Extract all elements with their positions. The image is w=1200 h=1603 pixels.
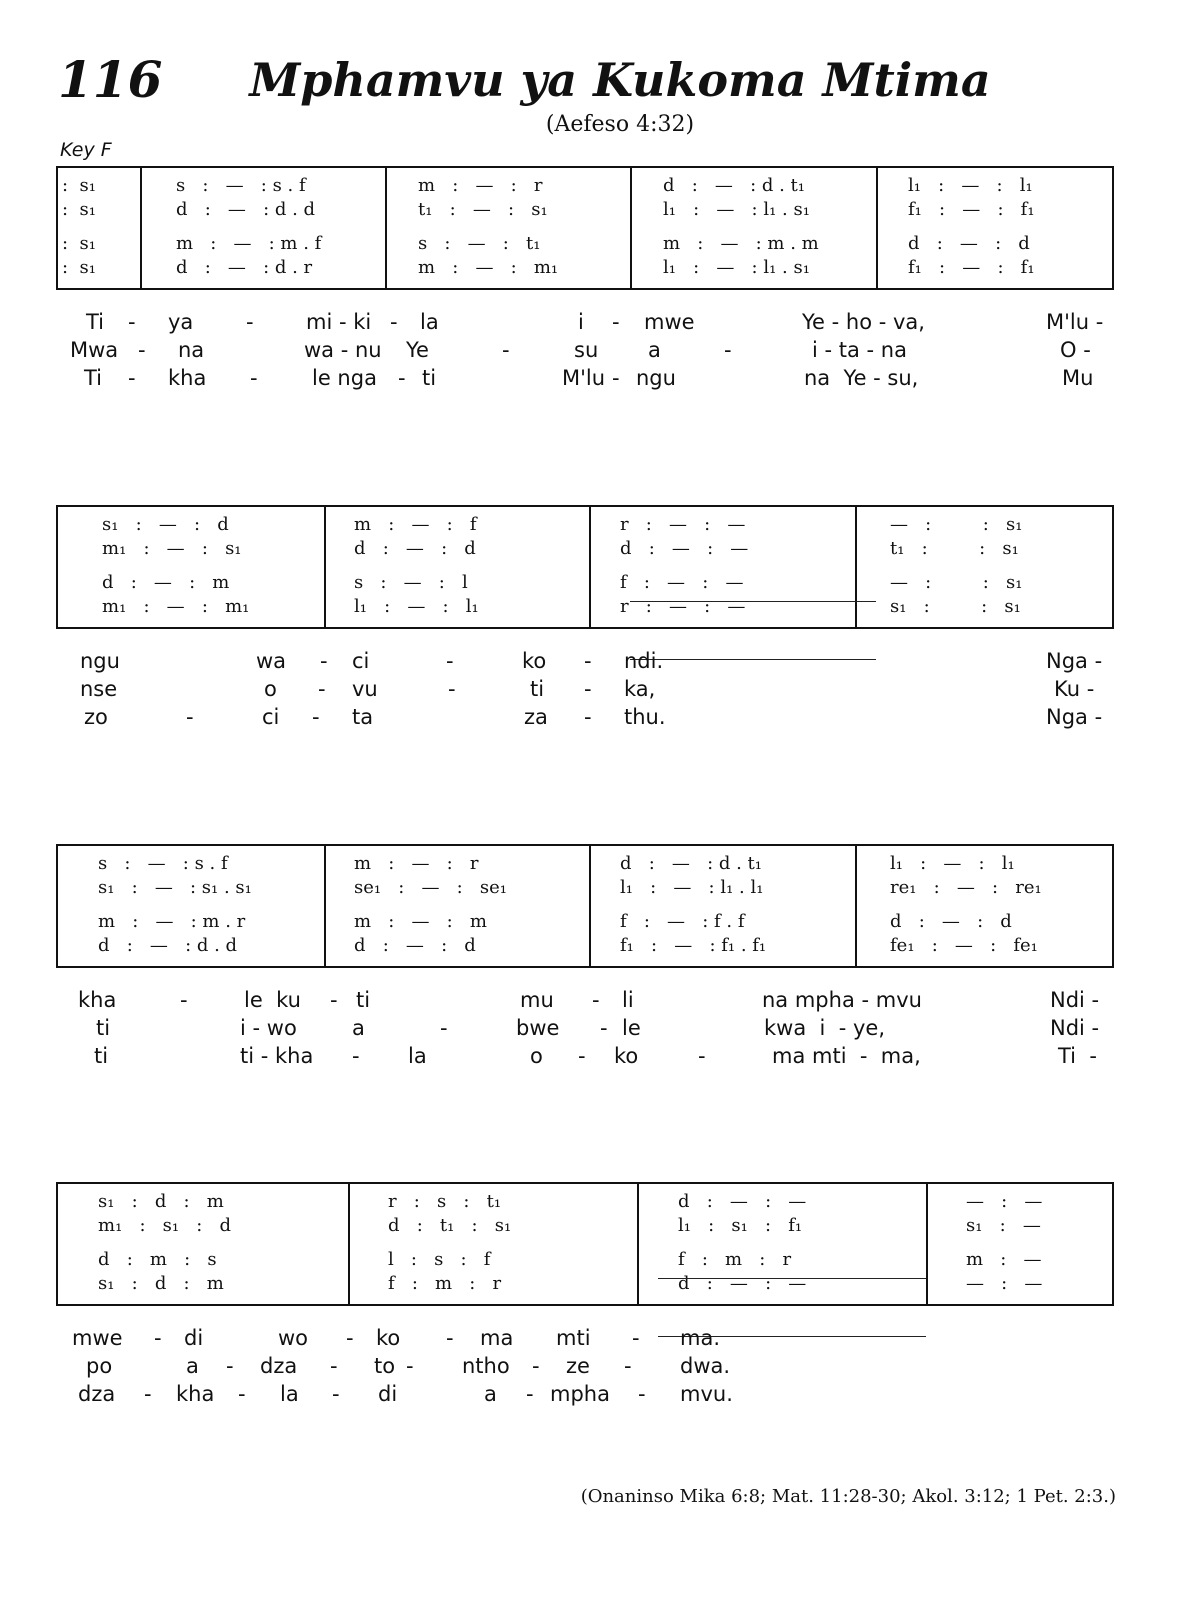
lyric-line bbox=[56, 364, 1114, 392]
lyric-syllable: za bbox=[524, 705, 548, 729]
measure-notes: m₁ : s₁ : d bbox=[98, 1215, 232, 1236]
lyric-line bbox=[56, 647, 1114, 675]
lyric-syllable: - bbox=[592, 988, 600, 1012]
lyric-syllable: ma. bbox=[680, 1326, 721, 1350]
lyric-syllable: dwa. bbox=[680, 1354, 731, 1378]
lyric-syllable: di bbox=[378, 1382, 398, 1406]
hymn-number: 116 bbox=[58, 50, 163, 109]
measure-notes: s : — : t₁ bbox=[418, 233, 541, 254]
lyric-line bbox=[56, 986, 1114, 1014]
lyric-syllable: ti bbox=[96, 1016, 111, 1040]
note-row bbox=[58, 174, 1112, 198]
measure-notes: t₁ : — : s₁ bbox=[418, 199, 548, 220]
lyric-syllable: - bbox=[318, 677, 326, 701]
measure-notes: t₁ : : s₁ bbox=[890, 538, 1019, 559]
lyric-syllable: i - ta - na bbox=[812, 338, 907, 362]
measure-notes: d : — : d bbox=[354, 935, 476, 956]
measure-notes: l : s : f bbox=[388, 1249, 491, 1270]
lyric-syllable: ko bbox=[376, 1326, 401, 1350]
lyric-syllable: a bbox=[186, 1354, 199, 1378]
lyric-syllable: mpha bbox=[550, 1382, 610, 1406]
measure-notes: f : — : f . f bbox=[620, 911, 745, 932]
lyric-syllable: ti bbox=[530, 677, 545, 701]
measure-notes: s₁ : d : m bbox=[98, 1191, 224, 1212]
lyric-syllable: mu bbox=[520, 988, 554, 1012]
lyric-syllable: ka, bbox=[624, 677, 656, 701]
lyric-syllable: i bbox=[578, 310, 584, 334]
note-row bbox=[58, 537, 1112, 561]
measure-notes: d : — : d bbox=[354, 538, 476, 559]
measure-notes: r : s : t₁ bbox=[388, 1191, 502, 1212]
measure-notes: d : — : d . t₁ bbox=[620, 853, 763, 874]
lyric-syllable: Ndi - bbox=[1050, 1016, 1100, 1040]
lyric-syllable: - bbox=[390, 310, 398, 334]
lyric-line bbox=[56, 1324, 1114, 1352]
lyric-line bbox=[56, 703, 1114, 731]
note-row bbox=[58, 1272, 1112, 1296]
lyric-syllable: na Ye - su, bbox=[804, 366, 919, 390]
lyric-syllable: na mpha - mvu bbox=[762, 988, 922, 1012]
lyric-syllable: kha bbox=[78, 988, 117, 1012]
lyric-syllable: - bbox=[532, 1354, 540, 1378]
lyric-syllable: ti bbox=[356, 988, 371, 1012]
lyric-syllable: po bbox=[86, 1354, 113, 1378]
lyric-line bbox=[56, 1380, 1114, 1408]
lyric-syllable: - bbox=[320, 649, 328, 673]
lyric-syllable: O - bbox=[1060, 338, 1091, 362]
note-row bbox=[58, 910, 1112, 934]
lyric-syllable: o bbox=[530, 1044, 543, 1068]
note-row bbox=[58, 934, 1112, 958]
measure-notes: — : : s₁ bbox=[890, 572, 1023, 593]
measure-notes: — : — bbox=[966, 1191, 1043, 1212]
lyric-syllable: na bbox=[178, 338, 205, 362]
lyric-syllable: Nga - bbox=[1046, 649, 1103, 673]
lyric-line bbox=[56, 1042, 1114, 1070]
lyric-syllable: - bbox=[698, 1044, 706, 1068]
staff-system bbox=[56, 505, 1114, 629]
lyric-syllable: - bbox=[128, 310, 136, 334]
lyric-syllable: - bbox=[138, 338, 146, 362]
note-row bbox=[58, 1248, 1112, 1272]
measure-notes: s₁ : — bbox=[966, 1215, 1041, 1236]
lyric-syllable: ti bbox=[422, 366, 437, 390]
lyric-syllable: ma bbox=[480, 1326, 514, 1350]
lyric-syllable: dza bbox=[78, 1382, 116, 1406]
note-row bbox=[58, 513, 1112, 537]
lyric-syllable: mwe bbox=[72, 1326, 123, 1350]
measure-notes: r : — : — bbox=[620, 514, 746, 535]
measure-notes: d : — : d . t₁ bbox=[663, 175, 806, 196]
lyric-syllable: ta bbox=[352, 705, 374, 729]
lyric-syllable: a bbox=[648, 338, 661, 362]
lyric-syllable: - bbox=[154, 1326, 162, 1350]
lyric-syllable: bwe bbox=[516, 1016, 560, 1040]
lyric-syllable: la bbox=[280, 1382, 299, 1406]
measure-notes: d : m : s bbox=[98, 1249, 217, 1270]
lyric-syllable: kha bbox=[168, 366, 207, 390]
measure-notes: d : — : d bbox=[908, 233, 1030, 254]
lyric-syllable: a bbox=[352, 1016, 365, 1040]
lyric-syllable: - bbox=[330, 988, 338, 1012]
lyric-syllable: - bbox=[612, 366, 620, 390]
measure-notes: f₁ : — : f₁ . f₁ bbox=[620, 935, 767, 956]
measure-notes: l₁ : — : l₁ bbox=[354, 596, 479, 617]
lyric-syllable: thu. bbox=[624, 705, 666, 729]
lyric-syllable: - bbox=[238, 1382, 246, 1406]
lyric-syllable: - bbox=[526, 1382, 534, 1406]
lyric-syllable: la bbox=[408, 1044, 427, 1068]
lyric-syllable: - bbox=[584, 649, 592, 673]
lyric-syllable: Ti - bbox=[1058, 1044, 1097, 1068]
staff-system bbox=[56, 166, 1114, 290]
measure-notes: d : — : — bbox=[678, 1191, 807, 1212]
lyric-syllable: Ti bbox=[86, 310, 105, 334]
lyric-syllable: Ku - bbox=[1054, 677, 1095, 701]
lyric-line bbox=[56, 675, 1114, 703]
measure-notes: f : — : — bbox=[620, 572, 744, 593]
lyric-syllable: o bbox=[264, 677, 277, 701]
measure-notes: d : t₁ : s₁ bbox=[388, 1215, 512, 1236]
scripture-reference: (Aefeso 4:32) bbox=[545, 112, 695, 137]
lyric-syllable: wa - nu bbox=[304, 338, 382, 362]
measure-notes: : s₁ bbox=[62, 257, 96, 278]
lyric-syllable: Mwa bbox=[70, 338, 119, 362]
measure-notes: r : — : — bbox=[620, 596, 746, 617]
lyric-syllable: zo bbox=[84, 705, 108, 729]
lyric-line bbox=[56, 336, 1114, 364]
lyric-syllable: - bbox=[584, 705, 592, 729]
lyric-syllable: - bbox=[632, 1326, 640, 1350]
measure-notes: : s₁ bbox=[62, 199, 96, 220]
lyric-syllable: - bbox=[624, 1354, 632, 1378]
lyric-syllable: vu bbox=[352, 677, 378, 701]
measure-notes: m₁ : — : m₁ bbox=[102, 596, 250, 617]
measure-notes: m₁ : — : s₁ bbox=[102, 538, 242, 559]
lyric-syllable: - bbox=[440, 1016, 448, 1040]
lyric-syllable: ngu bbox=[80, 649, 120, 673]
measure-notes: d : — : d . r bbox=[176, 257, 313, 278]
lyric-syllable: ze bbox=[566, 1354, 590, 1378]
lyric-syllable: le bbox=[622, 1016, 641, 1040]
staff-system bbox=[56, 844, 1114, 968]
measure-notes: l₁ : — : l₁ bbox=[908, 175, 1033, 196]
measure-notes: s : — : s . f bbox=[176, 175, 306, 196]
note-row bbox=[58, 595, 1112, 619]
lyric-syllable: mvu. bbox=[680, 1382, 733, 1406]
lyric-syllable: - bbox=[312, 705, 320, 729]
note-row bbox=[58, 256, 1112, 280]
lyric-syllable: - bbox=[446, 649, 454, 673]
measure-notes: : s₁ bbox=[62, 233, 96, 254]
measure-notes: m : — : m . r bbox=[98, 911, 246, 932]
measure-notes: se₁ : — : se₁ bbox=[354, 877, 507, 898]
measure-notes: m : — : m bbox=[354, 911, 487, 932]
measure-notes: f : m : r bbox=[388, 1273, 502, 1294]
lyric-syllable: la bbox=[420, 310, 439, 334]
lyric-syllable: wo bbox=[278, 1326, 309, 1350]
lyric-syllable: M'lu bbox=[562, 366, 606, 390]
lyric-syllable: mti bbox=[556, 1326, 591, 1350]
lyric-syllable: ya bbox=[168, 310, 194, 334]
lyric-syllable: su bbox=[574, 338, 599, 362]
lyric-syllable: le nga bbox=[312, 366, 377, 390]
measure-notes: d : — : m bbox=[102, 572, 230, 593]
lyric-syllable: - bbox=[448, 677, 456, 701]
lyric-syllable: - bbox=[724, 338, 732, 362]
lyric-syllable: - bbox=[330, 1354, 338, 1378]
staff-system bbox=[56, 1182, 1114, 1306]
lyric-syllable: - bbox=[250, 366, 258, 390]
measure-notes: l₁ : — : l₁ . l₁ bbox=[620, 877, 764, 898]
measure-notes: s₁ : — : s₁ . s₁ bbox=[98, 877, 252, 898]
tie-line bbox=[658, 1278, 926, 1279]
lyric-syllable: - bbox=[226, 1354, 234, 1378]
lyrics-block bbox=[56, 1324, 1114, 1414]
measure-notes: d : — : d . d bbox=[98, 935, 238, 956]
measure-notes: m : — : m . f bbox=[176, 233, 322, 254]
lyric-syllable: dza bbox=[260, 1354, 298, 1378]
measure-notes: re₁ : — : re₁ bbox=[890, 877, 1042, 898]
lyric-syllable: - bbox=[612, 310, 620, 334]
lyric-syllable: ma mti - ma, bbox=[772, 1044, 921, 1068]
measure-notes: m : — : r bbox=[418, 175, 543, 196]
measure-notes: d : — : — bbox=[620, 538, 749, 559]
lyric-syllable: li bbox=[622, 988, 634, 1012]
lyric-syllable: M'lu - bbox=[1046, 310, 1104, 334]
lyric-syllable: le ku bbox=[244, 988, 301, 1012]
measure-notes: d : — : — bbox=[678, 1273, 807, 1294]
measure-notes: m : — : m₁ bbox=[418, 257, 559, 278]
lyric-syllable: - bbox=[600, 1016, 608, 1040]
lyric-syllable: - bbox=[578, 1044, 586, 1068]
measure-notes: m : — : m . m bbox=[663, 233, 819, 254]
lyric-syllable: - bbox=[128, 366, 136, 390]
measure-notes: m : — bbox=[966, 1249, 1042, 1270]
note-row bbox=[58, 876, 1112, 900]
measure-notes: f₁ : — : f₁ bbox=[908, 199, 1035, 220]
measure-notes: f : m : r bbox=[678, 1249, 792, 1270]
hymn-title: Mphamvu ya Kukoma Mtima bbox=[249, 53, 991, 107]
lyric-syllable: ntho bbox=[462, 1354, 510, 1378]
lyrics-block bbox=[56, 308, 1114, 398]
note-row bbox=[58, 198, 1112, 222]
footer-references: (Onaninso Mika 6:8; Mat. 11:28-30; Akol. 3:12; 1 Pet. 2:3.) bbox=[580, 1486, 1116, 1507]
lyric-syllable: - bbox=[144, 1382, 152, 1406]
lyric-syllable: Ye bbox=[406, 338, 429, 362]
lyric-syllable: wa bbox=[256, 649, 287, 673]
lyric-syllable: kha bbox=[176, 1382, 215, 1406]
lyric-syllable: a bbox=[484, 1382, 497, 1406]
lyric-syllable: - bbox=[398, 366, 406, 390]
lyric-line bbox=[56, 308, 1114, 336]
lyric-syllable: ti - kha bbox=[240, 1044, 314, 1068]
note-row bbox=[58, 1190, 1112, 1214]
lyric-syllable: - bbox=[584, 677, 592, 701]
measure-notes: s : — : l bbox=[354, 572, 468, 593]
measure-notes: s : — : s . f bbox=[98, 853, 228, 874]
tie-line bbox=[630, 601, 876, 602]
measure-notes: d : — : d . d bbox=[176, 199, 316, 220]
lyric-syllable: ci bbox=[262, 705, 280, 729]
lyrics-block bbox=[56, 986, 1114, 1076]
lyric-syllable: mwe bbox=[644, 310, 695, 334]
note-row bbox=[58, 232, 1112, 256]
lyric-syllable: ko bbox=[614, 1044, 639, 1068]
measure-notes: l₁ : — : l₁ bbox=[890, 853, 1015, 874]
lyric-syllable: Ye - ho - va, bbox=[802, 310, 925, 334]
lyric-syllable: ko bbox=[522, 649, 547, 673]
lyric-syllable: mi - ki bbox=[306, 310, 372, 334]
measure-notes: m : — : f bbox=[354, 514, 477, 535]
lyric-syllable: - bbox=[246, 310, 254, 334]
lyric-syllable: Ndi - bbox=[1050, 988, 1100, 1012]
lyric-syllable: - bbox=[406, 1354, 414, 1378]
measure-notes: l₁ : — : l₁ . s₁ bbox=[663, 199, 810, 220]
lyric-syllable: di bbox=[184, 1326, 204, 1350]
lyric-syllable: Ti bbox=[84, 366, 103, 390]
lyric-syllable: - bbox=[352, 1044, 360, 1068]
lyric-syllable: ndi. bbox=[624, 649, 664, 673]
note-row bbox=[58, 852, 1112, 876]
lyric-line bbox=[56, 1014, 1114, 1042]
measure-notes: f₁ : — : f₁ bbox=[908, 257, 1035, 278]
measure-notes: — : — bbox=[966, 1273, 1043, 1294]
measure-notes: fe₁ : — : fe₁ bbox=[890, 935, 1038, 956]
measure-notes: l₁ : s₁ : f₁ bbox=[678, 1215, 803, 1236]
lyric-syllable: - bbox=[446, 1326, 454, 1350]
lyric-syllable: - bbox=[502, 338, 510, 362]
lyric-syllable: - bbox=[180, 988, 188, 1012]
measure-notes: d : — : d bbox=[890, 911, 1012, 932]
lyric-line bbox=[56, 1352, 1114, 1380]
key-signature: Key F bbox=[60, 139, 112, 161]
lyric-syllable: i - wo bbox=[240, 1016, 297, 1040]
measure-notes: m : — : r bbox=[354, 853, 479, 874]
lyric-syllable: ci bbox=[352, 649, 370, 673]
lyric-syllable: kwa i - ye, bbox=[764, 1016, 886, 1040]
lyric-syllable: Mu bbox=[1062, 366, 1094, 390]
measure-notes: — : : s₁ bbox=[890, 514, 1023, 535]
lyrics-block bbox=[56, 647, 1114, 737]
lyric-syllable: to bbox=[374, 1354, 396, 1378]
lyric-syllable: Nga - bbox=[1046, 705, 1103, 729]
measure-notes: s₁ : — : d bbox=[102, 514, 229, 535]
lyric-syllable: - bbox=[186, 705, 194, 729]
lyric-syllable: nse bbox=[80, 677, 118, 701]
measure-notes: l₁ : — : l₁ . s₁ bbox=[663, 257, 810, 278]
lyric-syllable: - bbox=[638, 1382, 646, 1406]
note-row bbox=[58, 1214, 1112, 1238]
note-row bbox=[58, 571, 1112, 595]
measure-notes: : s₁ bbox=[62, 175, 96, 196]
lyric-syllable: - bbox=[332, 1382, 340, 1406]
measure-notes: s₁ : d : m bbox=[98, 1273, 224, 1294]
lyric-syllable: ti bbox=[94, 1044, 109, 1068]
lyric-syllable: - bbox=[346, 1326, 354, 1350]
measure-notes: s₁ : : s₁ bbox=[890, 596, 1021, 617]
lyric-syllable: ngu bbox=[636, 366, 676, 390]
